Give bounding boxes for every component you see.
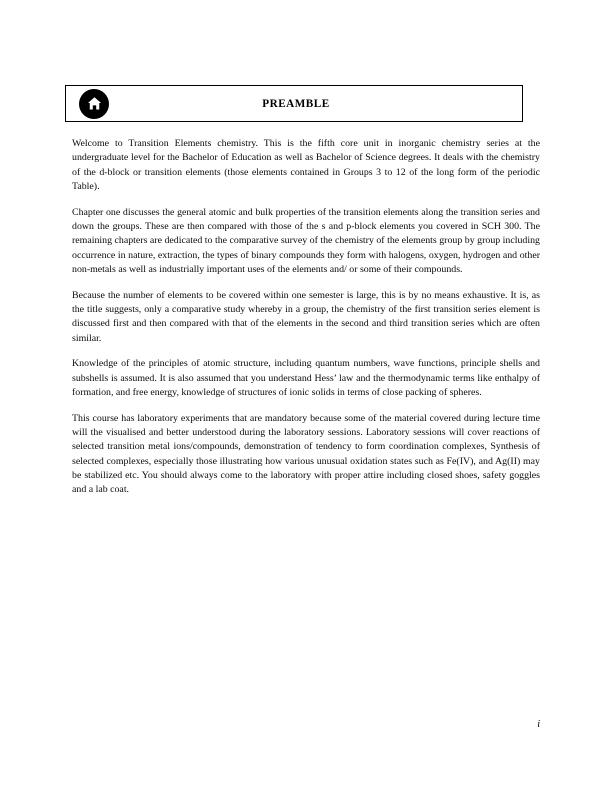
preamble-header-box xyxy=(65,85,523,122)
paragraph-1: Welcome to Transition Elements chemistry. This is the fifth core unit in inorganic chemistry series at the undergraduate level for the Bachelor of Education as well as Bachelor of Science degrees. It deals with the chemistry of the d-block or transition elements (those elements contained in Groups 3 to 12 of the long form of the periodic Table). xyxy=(72,138,540,192)
home-icon[interactable] xyxy=(79,89,109,119)
paragraph-4: Knowledge of the principles of atomic structure, including quantum numbers, wave functions, principle shells and subshells is assumed. It is also assumed that you understand Hess’ law and the thermodynamic terms like enthalpy of formation, and free energy, knowledge of structures of ionic solids in terms of close packing of spheres. xyxy=(72,358,540,398)
page-title: PREAMBLE xyxy=(262,97,330,110)
paragraph-3: Because the number of elements to be covered within one semester is large, this is by no means exhaustive. It is, as the title suggests, only a comparative study whereby in a group, the chemistry of the first transition series element is discussed first and then compared with that of the elements in the second and third transition series which are often similar. xyxy=(72,289,540,344)
preamble-body xyxy=(72,137,540,509)
header-title-cell xyxy=(122,86,522,121)
home-icon-cell xyxy=(66,86,122,121)
page-number: i xyxy=(537,719,540,730)
paragraph-2: Chapter one discusses the general atomic and bulk properties of the transition elements along the transition series and down the groups. These are then compared with those of the s and p-block elements you covered in SCH 300. The remaining chapters are dedicated to the comparative survey of the chemistry of the elements group by group including occurrence in nature, extraction, the types of binary compounds they form with halogens, oxygen, hydrogen and other non-metals as well as industrially important uses of the elements and/ or some of their compounds. xyxy=(72,206,540,275)
paragraph-5: This course has laboratory experiments that are mandatory because some of the material covered during lecture time will the visualised and better understood during the laboratory sessions. Laboratory sessions will cover reactions of selected transition metal ions/compounds, demonstration of tendency to form coordination complexes, Synthesis of selected complexes, especially those illustrating how various unusual oxidation states such as Fe(IV), and Ag(II) may be stabilized etc. You should always come to the laboratory with proper attire including closed shoes, safety goggles and a lab coat. xyxy=(72,412,540,496)
